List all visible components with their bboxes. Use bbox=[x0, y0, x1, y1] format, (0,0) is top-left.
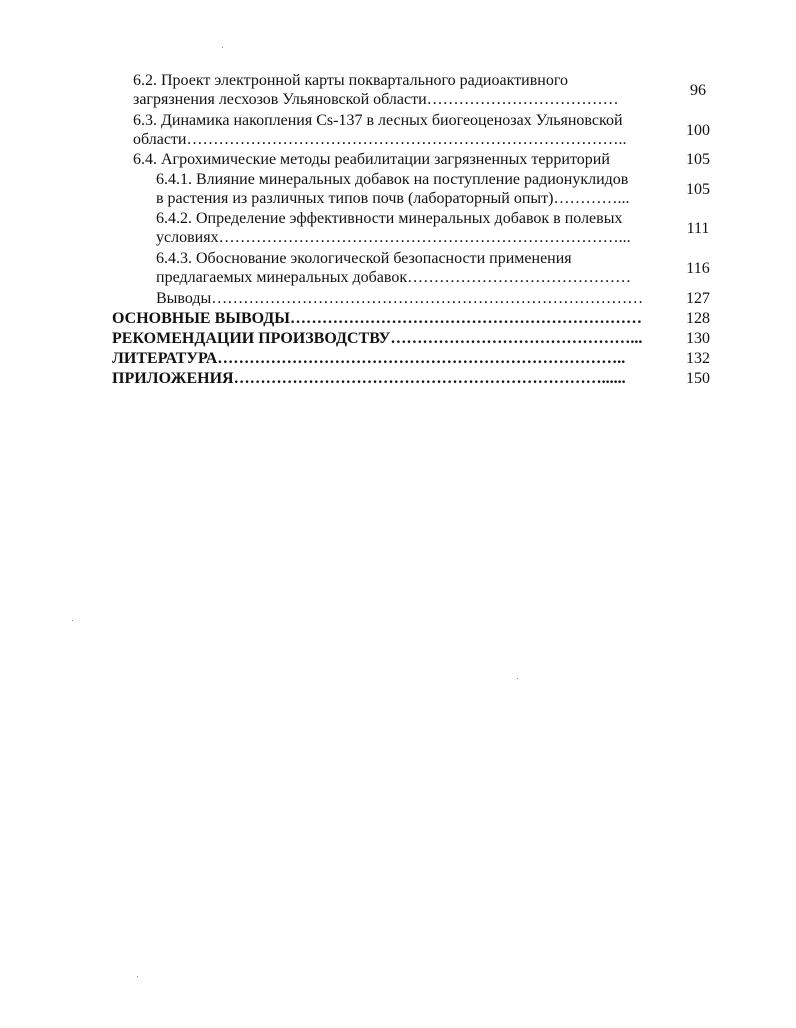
scan-speck bbox=[222, 47, 223, 48]
toc-page-number: 100 bbox=[686, 122, 710, 139]
toc-page-number: 116 bbox=[686, 260, 710, 277]
toc-entry-title bbox=[156, 249, 631, 287]
toc-entry-title bbox=[112, 329, 642, 348]
toc-entry-line: РЕКОМЕНДАЦИИ ПРОИЗВОДСТВУ………………………………………... bbox=[112, 330, 643, 347]
toc-page-number: 130 bbox=[686, 330, 710, 347]
toc-entry-title bbox=[133, 150, 610, 169]
toc-entry-title bbox=[133, 111, 626, 149]
toc-entry-line: Выводы……………………………………………………………………… bbox=[156, 290, 644, 307]
toc-entry-line: 6.2. Проект электронной карты поквартального радиоактивного bbox=[133, 72, 568, 89]
toc-entry-line: 6.4.1. Влияние минеральных добавок на поступление радионуклидов bbox=[156, 171, 629, 188]
toc-entry-line: в растения из различных типов почв (лабораторный опыт)…………... bbox=[156, 190, 630, 207]
toc-page-number: 150 bbox=[686, 370, 710, 387]
toc-entry-line: 6.4.3. Обоснование экологической безопасности применения bbox=[156, 250, 572, 267]
toc-entry-title bbox=[112, 349, 625, 368]
toc-entry-title bbox=[112, 369, 626, 388]
scan-speck bbox=[517, 678, 518, 679]
toc-entry-title bbox=[156, 289, 643, 308]
toc-page-number: 127 bbox=[686, 290, 710, 307]
toc-entry-line: ПРИЛОЖЕНИЯ……………………………………………………………...... bbox=[112, 370, 626, 387]
toc-entry-line: условиях…………………………………………………………………... bbox=[156, 229, 631, 246]
toc-entry-title bbox=[156, 170, 630, 208]
toc-page-number: 128 bbox=[686, 310, 710, 327]
toc-page-number: 105 bbox=[686, 151, 710, 168]
toc-entry-line: предлагаемых минеральных добавок…………………………………… bbox=[156, 269, 632, 286]
toc-entry-line: загрязнения лесхозов Ульяновской области……………………………… bbox=[133, 91, 619, 108]
toc-page-number: 132 bbox=[686, 350, 710, 367]
toc-entry-title bbox=[112, 309, 642, 328]
toc-page-number: 96 bbox=[690, 82, 706, 99]
toc-entry-title bbox=[156, 209, 631, 247]
scan-speck bbox=[137, 976, 138, 977]
toc-entry-line: 6.3. Динамика накопления Cs-137 в лесных биогеоценозах Ульяновской bbox=[133, 112, 623, 129]
toc-entry-line: 6.4.2. Определение эффективности минеральных добавок в полевых bbox=[156, 210, 623, 227]
toc-page-number: 111 bbox=[686, 220, 710, 237]
toc-page-number: 105 bbox=[686, 181, 710, 198]
toc-entry-line: 6.4. Агрохимические методы реабилитации загрязненных территорий bbox=[133, 151, 610, 168]
toc-entry-line: области……………………………………………………………………….. bbox=[133, 131, 627, 148]
toc-entry-line: ЛИТЕРАТУРА………………………………………………………………….. bbox=[112, 350, 626, 367]
scan-speck bbox=[72, 620, 73, 621]
toc-entry-line: ОСНОВНЫЕ ВЫВОДЫ………………………………………………………… bbox=[112, 310, 643, 327]
toc-entry-title bbox=[133, 71, 619, 109]
